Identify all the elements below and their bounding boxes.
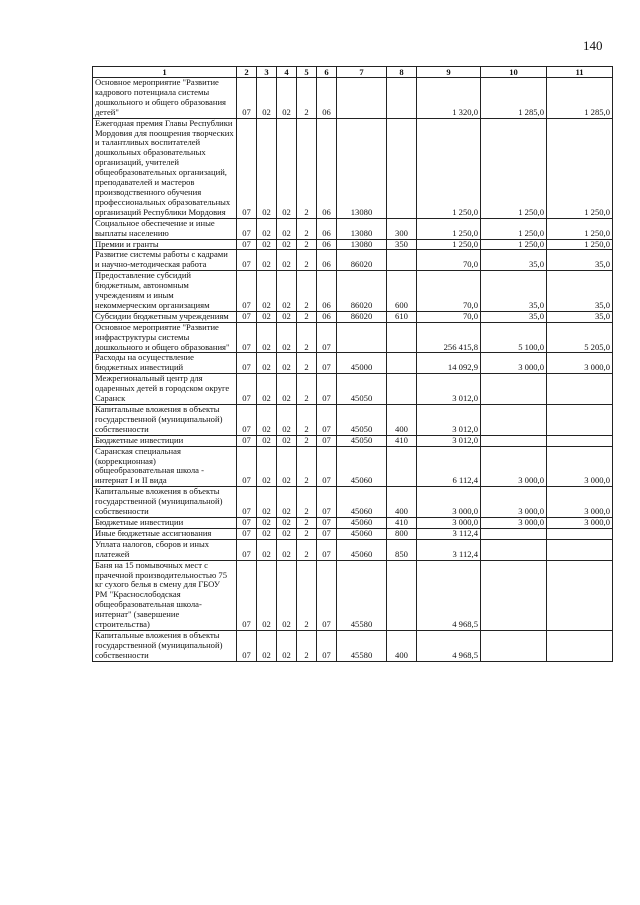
code-subsection-cell: 02 xyxy=(257,446,277,487)
code-direction-cell: 45060 xyxy=(337,539,387,560)
item-name-cell: Ежегодная премия Главы Республики Мордовия для поощрения творческих и талантливых воспитателей дошкольных образовательных организаций, учителей общеобразовательных организаций, преподавателей и мастеров производственного обучения профессиональных образовательных организаций Республики Мордовия xyxy=(93,118,237,218)
code-program-cell: 02 xyxy=(277,353,297,374)
table-row xyxy=(93,311,613,322)
amount-year-3-cell xyxy=(547,405,613,436)
column-header-4: 4 xyxy=(277,67,297,78)
item-name-cell: Баня на 15 помывочных мест с прачечной производительностью 75 кг сухого белья в смену для ГБОУ РМ "Краснослободская общеобразовательная школа-интернат" (завершение строительства) xyxy=(93,560,237,630)
code-program-cell: 02 xyxy=(277,218,297,239)
table-row xyxy=(93,250,613,271)
item-name-cell: Предоставление субсидий бюджетным, автономным учреждениям и иным некоммерческим организациям xyxy=(93,271,237,312)
code-subprogram-cell: 2 xyxy=(297,250,317,271)
code-program-cell: 02 xyxy=(277,560,297,630)
code-direction-cell: 86020 xyxy=(337,311,387,322)
code-direction-cell: 45580 xyxy=(337,630,387,661)
code-section-cell: 07 xyxy=(237,630,257,661)
table-row xyxy=(93,446,613,487)
code-measure-cell: 06 xyxy=(317,271,337,312)
code-direction-cell: 45060 xyxy=(337,487,387,518)
code-subsection-cell: 02 xyxy=(257,218,277,239)
item-name-cell: Капитальные вложения в объекты государственной (муниципальной) собственности xyxy=(93,405,237,436)
amount-year-3-cell: 1 250,0 xyxy=(547,218,613,239)
code-subsection-cell: 02 xyxy=(257,487,277,518)
amount-year-3-cell: 35,0 xyxy=(547,250,613,271)
amount-year-1-cell: 1 250,0 xyxy=(417,218,481,239)
table-header-row xyxy=(93,67,613,78)
code-program-cell: 02 xyxy=(277,271,297,312)
amount-year-2-cell: 1 250,0 xyxy=(481,239,547,250)
amount-year-3-cell: 3 000,0 xyxy=(547,517,613,528)
code-subsection-cell: 02 xyxy=(257,239,277,250)
amount-year-3-cell: 5 205,0 xyxy=(547,322,613,353)
code-subprogram-cell: 2 xyxy=(297,630,317,661)
item-name-cell: Капитальные вложения в объекты государственной (муниципальной) собственности xyxy=(93,487,237,518)
code-program-cell: 02 xyxy=(277,405,297,436)
amount-year-3-cell xyxy=(547,528,613,539)
code-direction-cell: 45000 xyxy=(337,353,387,374)
code-subprogram-cell: 2 xyxy=(297,353,317,374)
table-row xyxy=(93,353,613,374)
code-subsection-cell: 02 xyxy=(257,539,277,560)
item-name-cell: Бюджетные инвестиции xyxy=(93,435,237,446)
code-subsection-cell: 02 xyxy=(257,250,277,271)
column-header-7: 7 xyxy=(337,67,387,78)
amount-year-1-cell: 1 250,0 xyxy=(417,239,481,250)
code-subprogram-cell: 2 xyxy=(297,271,317,312)
code-section-cell: 07 xyxy=(237,239,257,250)
amount-year-2-cell xyxy=(481,405,547,436)
amount-year-1-cell: 3 000,0 xyxy=(417,487,481,518)
code-expense-type-cell xyxy=(387,250,417,271)
code-expense-type-cell xyxy=(387,118,417,218)
code-section-cell: 07 xyxy=(237,528,257,539)
table-row xyxy=(93,539,613,560)
code-expense-type-cell: 400 xyxy=(387,487,417,518)
table-row xyxy=(93,435,613,446)
code-program-cell: 02 xyxy=(277,78,297,119)
code-direction-cell: 86020 xyxy=(337,271,387,312)
table-row xyxy=(93,405,613,436)
code-measure-cell: 06 xyxy=(317,218,337,239)
code-expense-type-cell: 400 xyxy=(387,630,417,661)
table-body xyxy=(93,78,613,662)
column-header-11: 11 xyxy=(547,67,613,78)
amount-year-2-cell: 3 000,0 xyxy=(481,487,547,518)
item-name-cell: Основное мероприятие "Развитие кадрового потенциала системы дошкольного и общего образования детей" xyxy=(93,78,237,119)
table-row xyxy=(93,239,613,250)
amount-year-3-cell xyxy=(547,539,613,560)
column-header-3: 3 xyxy=(257,67,277,78)
code-program-cell: 02 xyxy=(277,630,297,661)
code-direction-cell xyxy=(337,322,387,353)
code-direction-cell: 45050 xyxy=(337,374,387,405)
code-subprogram-cell: 2 xyxy=(297,405,317,436)
code-measure-cell: 07 xyxy=(317,539,337,560)
code-subsection-cell: 02 xyxy=(257,118,277,218)
code-program-cell: 02 xyxy=(277,250,297,271)
code-program-cell: 02 xyxy=(277,517,297,528)
code-subprogram-cell: 2 xyxy=(297,374,317,405)
code-direction-cell: 45060 xyxy=(337,446,387,487)
code-section-cell: 07 xyxy=(237,374,257,405)
amount-year-2-cell xyxy=(481,435,547,446)
amount-year-3-cell: 35,0 xyxy=(547,271,613,312)
item-name-cell: Премии и гранты xyxy=(93,239,237,250)
amount-year-3-cell xyxy=(547,374,613,405)
code-section-cell: 07 xyxy=(237,250,257,271)
table-row xyxy=(93,118,613,218)
code-subprogram-cell: 2 xyxy=(297,446,317,487)
code-program-cell: 02 xyxy=(277,435,297,446)
code-expense-type-cell: 410 xyxy=(387,435,417,446)
amount-year-1-cell: 3 000,0 xyxy=(417,517,481,528)
amount-year-1-cell: 14 092,9 xyxy=(417,353,481,374)
amount-year-2-cell: 3 000,0 xyxy=(481,353,547,374)
code-measure-cell: 07 xyxy=(317,630,337,661)
code-direction-cell: 45050 xyxy=(337,405,387,436)
code-section-cell: 07 xyxy=(237,78,257,119)
code-measure-cell: 07 xyxy=(317,517,337,528)
budget-table xyxy=(92,66,613,662)
column-header-1: 1 xyxy=(93,67,237,78)
item-name-cell: Расходы на осуществление бюджетных инвестиций xyxy=(93,353,237,374)
code-measure-cell: 07 xyxy=(317,405,337,436)
amount-year-1-cell: 3 112,4 xyxy=(417,528,481,539)
amount-year-1-cell: 6 112,4 xyxy=(417,446,481,487)
amount-year-1-cell: 70,0 xyxy=(417,250,481,271)
item-name-cell: Развитие системы работы с кадрами и научно-методическая работа xyxy=(93,250,237,271)
code-expense-type-cell xyxy=(387,374,417,405)
code-measure-cell: 06 xyxy=(317,239,337,250)
amount-year-2-cell: 1 285,0 xyxy=(481,78,547,119)
table-row xyxy=(93,218,613,239)
code-expense-type-cell: 800 xyxy=(387,528,417,539)
table-row xyxy=(93,78,613,119)
code-expense-type-cell xyxy=(387,322,417,353)
amount-year-1-cell: 4 968,5 xyxy=(417,630,481,661)
code-section-cell: 07 xyxy=(237,560,257,630)
amount-year-3-cell: 3 000,0 xyxy=(547,446,613,487)
code-subsection-cell: 02 xyxy=(257,322,277,353)
amount-year-3-cell: 1 285,0 xyxy=(547,78,613,119)
table-row xyxy=(93,560,613,630)
code-subsection-cell: 02 xyxy=(257,311,277,322)
amount-year-3-cell: 1 250,0 xyxy=(547,118,613,218)
code-program-cell: 02 xyxy=(277,528,297,539)
amount-year-1-cell: 3 012,0 xyxy=(417,374,481,405)
code-measure-cell: 07 xyxy=(317,374,337,405)
item-name-cell: Капитальные вложения в объекты государственной (муниципальной) собственности xyxy=(93,630,237,661)
code-program-cell: 02 xyxy=(277,487,297,518)
item-name-cell: Социальное обеспечение и иные выплаты населению xyxy=(93,218,237,239)
code-direction-cell: 45050 xyxy=(337,435,387,446)
code-program-cell: 02 xyxy=(277,118,297,218)
amount-year-1-cell: 3 012,0 xyxy=(417,435,481,446)
amount-year-1-cell: 1 250,0 xyxy=(417,118,481,218)
column-header-6: 6 xyxy=(317,67,337,78)
code-measure-cell: 07 xyxy=(317,560,337,630)
code-measure-cell: 07 xyxy=(317,528,337,539)
amount-year-3-cell xyxy=(547,630,613,661)
code-expense-type-cell: 300 xyxy=(387,218,417,239)
code-direction-cell: 45060 xyxy=(337,517,387,528)
amount-year-2-cell: 1 250,0 xyxy=(481,118,547,218)
item-name-cell: Иные бюджетные ассигнования xyxy=(93,528,237,539)
code-section-cell: 07 xyxy=(237,517,257,528)
amount-year-2-cell xyxy=(481,374,547,405)
code-measure-cell: 06 xyxy=(317,311,337,322)
code-expense-type-cell: 850 xyxy=(387,539,417,560)
code-subprogram-cell: 2 xyxy=(297,218,317,239)
amount-year-1-cell: 256 415,8 xyxy=(417,322,481,353)
amount-year-2-cell: 35,0 xyxy=(481,311,547,322)
code-section-cell: 07 xyxy=(237,271,257,312)
code-subprogram-cell: 2 xyxy=(297,311,317,322)
code-subsection-cell: 02 xyxy=(257,353,277,374)
code-subprogram-cell: 2 xyxy=(297,239,317,250)
code-expense-type-cell: 350 xyxy=(387,239,417,250)
amount-year-2-cell: 3 000,0 xyxy=(481,517,547,528)
item-name-cell: Субсидии бюджетным учреждениям xyxy=(93,311,237,322)
code-program-cell: 02 xyxy=(277,446,297,487)
table-row xyxy=(93,630,613,661)
page-number: 140 xyxy=(583,38,603,53)
code-expense-type-cell xyxy=(387,560,417,630)
code-expense-type-cell xyxy=(387,78,417,119)
code-direction-cell: 45060 xyxy=(337,528,387,539)
code-subsection-cell: 02 xyxy=(257,435,277,446)
code-measure-cell: 07 xyxy=(317,353,337,374)
code-subsection-cell: 02 xyxy=(257,630,277,661)
code-direction-cell: 13080 xyxy=(337,118,387,218)
code-section-cell: 07 xyxy=(237,118,257,218)
code-subsection-cell: 02 xyxy=(257,560,277,630)
code-program-cell: 02 xyxy=(277,322,297,353)
amount-year-3-cell: 35,0 xyxy=(547,311,613,322)
code-section-cell: 07 xyxy=(237,218,257,239)
code-subprogram-cell: 2 xyxy=(297,118,317,218)
amount-year-2-cell xyxy=(481,630,547,661)
column-header-9: 9 xyxy=(417,67,481,78)
code-expense-type-cell: 410 xyxy=(387,517,417,528)
code-subprogram-cell: 2 xyxy=(297,322,317,353)
code-subprogram-cell: 2 xyxy=(297,487,317,518)
code-section-cell: 07 xyxy=(237,405,257,436)
code-subprogram-cell: 2 xyxy=(297,539,317,560)
amount-year-1-cell: 1 320,0 xyxy=(417,78,481,119)
code-measure-cell: 07 xyxy=(317,446,337,487)
amount-year-3-cell: 3 000,0 xyxy=(547,353,613,374)
amount-year-2-cell xyxy=(481,560,547,630)
code-direction-cell: 13080 xyxy=(337,239,387,250)
code-section-cell: 07 xyxy=(237,353,257,374)
table-row xyxy=(93,271,613,312)
item-name-cell: Бюджетные инвестиции xyxy=(93,517,237,528)
code-measure-cell: 07 xyxy=(317,435,337,446)
code-subsection-cell: 02 xyxy=(257,78,277,119)
code-section-cell: 07 xyxy=(237,435,257,446)
item-name-cell: Межрегиональный центр для одаренных детей в городском округе Саранск xyxy=(93,374,237,405)
column-header-8: 8 xyxy=(387,67,417,78)
column-header-5: 5 xyxy=(297,67,317,78)
code-subsection-cell: 02 xyxy=(257,374,277,405)
column-header-2: 2 xyxy=(237,67,257,78)
code-subprogram-cell: 2 xyxy=(297,528,317,539)
code-section-cell: 07 xyxy=(237,487,257,518)
amount-year-3-cell xyxy=(547,560,613,630)
table-row xyxy=(93,487,613,518)
amount-year-3-cell: 3 000,0 xyxy=(547,487,613,518)
code-measure-cell: 06 xyxy=(317,78,337,119)
code-subprogram-cell: 2 xyxy=(297,78,317,119)
item-name-cell: Основное мероприятие "Развитие инфраструктуры системы дошкольного и общего образования" xyxy=(93,322,237,353)
code-section-cell: 07 xyxy=(237,539,257,560)
column-header-10: 10 xyxy=(481,67,547,78)
amount-year-3-cell xyxy=(547,435,613,446)
table-row xyxy=(93,322,613,353)
table-row xyxy=(93,374,613,405)
code-expense-type-cell: 600 xyxy=(387,271,417,312)
code-subprogram-cell: 2 xyxy=(297,517,317,528)
code-program-cell: 02 xyxy=(277,539,297,560)
amount-year-2-cell xyxy=(481,528,547,539)
table-row xyxy=(93,517,613,528)
amount-year-1-cell: 3 012,0 xyxy=(417,405,481,436)
code-section-cell: 07 xyxy=(237,322,257,353)
code-subsection-cell: 02 xyxy=(257,271,277,312)
code-expense-type-cell: 610 xyxy=(387,311,417,322)
amount-year-2-cell: 35,0 xyxy=(481,250,547,271)
amount-year-2-cell: 1 250,0 xyxy=(481,218,547,239)
code-subsection-cell: 02 xyxy=(257,517,277,528)
code-measure-cell: 06 xyxy=(317,250,337,271)
code-expense-type-cell: 400 xyxy=(387,405,417,436)
amount-year-2-cell: 35,0 xyxy=(481,271,547,312)
code-measure-cell: 07 xyxy=(317,487,337,518)
amount-year-2-cell xyxy=(481,539,547,560)
item-name-cell: Уплата налогов, сборов и иных платежей xyxy=(93,539,237,560)
code-subsection-cell: 02 xyxy=(257,528,277,539)
amount-year-1-cell: 70,0 xyxy=(417,271,481,312)
code-direction-cell: 86020 xyxy=(337,250,387,271)
item-name-cell: Саранская специальная (коррекционная) общеобразовательная школа - интернат I и II вида xyxy=(93,446,237,487)
code-section-cell: 07 xyxy=(237,311,257,322)
code-measure-cell: 06 xyxy=(317,118,337,218)
code-direction-cell: 13080 xyxy=(337,218,387,239)
code-program-cell: 02 xyxy=(277,374,297,405)
code-subprogram-cell: 2 xyxy=(297,435,317,446)
code-subprogram-cell: 2 xyxy=(297,560,317,630)
code-expense-type-cell xyxy=(387,446,417,487)
code-subsection-cell: 02 xyxy=(257,405,277,436)
amount-year-1-cell: 4 968,5 xyxy=(417,560,481,630)
amount-year-2-cell: 3 000,0 xyxy=(481,446,547,487)
code-section-cell: 07 xyxy=(237,446,257,487)
code-direction-cell: 45580 xyxy=(337,560,387,630)
code-expense-type-cell xyxy=(387,353,417,374)
code-measure-cell: 07 xyxy=(317,322,337,353)
amount-year-1-cell: 70,0 xyxy=(417,311,481,322)
amount-year-1-cell: 3 112,4 xyxy=(417,539,481,560)
amount-year-3-cell: 1 250,0 xyxy=(547,239,613,250)
code-program-cell: 02 xyxy=(277,239,297,250)
table-row xyxy=(93,528,613,539)
code-program-cell: 02 xyxy=(277,311,297,322)
amount-year-2-cell: 5 100,0 xyxy=(481,322,547,353)
code-direction-cell xyxy=(337,78,387,119)
